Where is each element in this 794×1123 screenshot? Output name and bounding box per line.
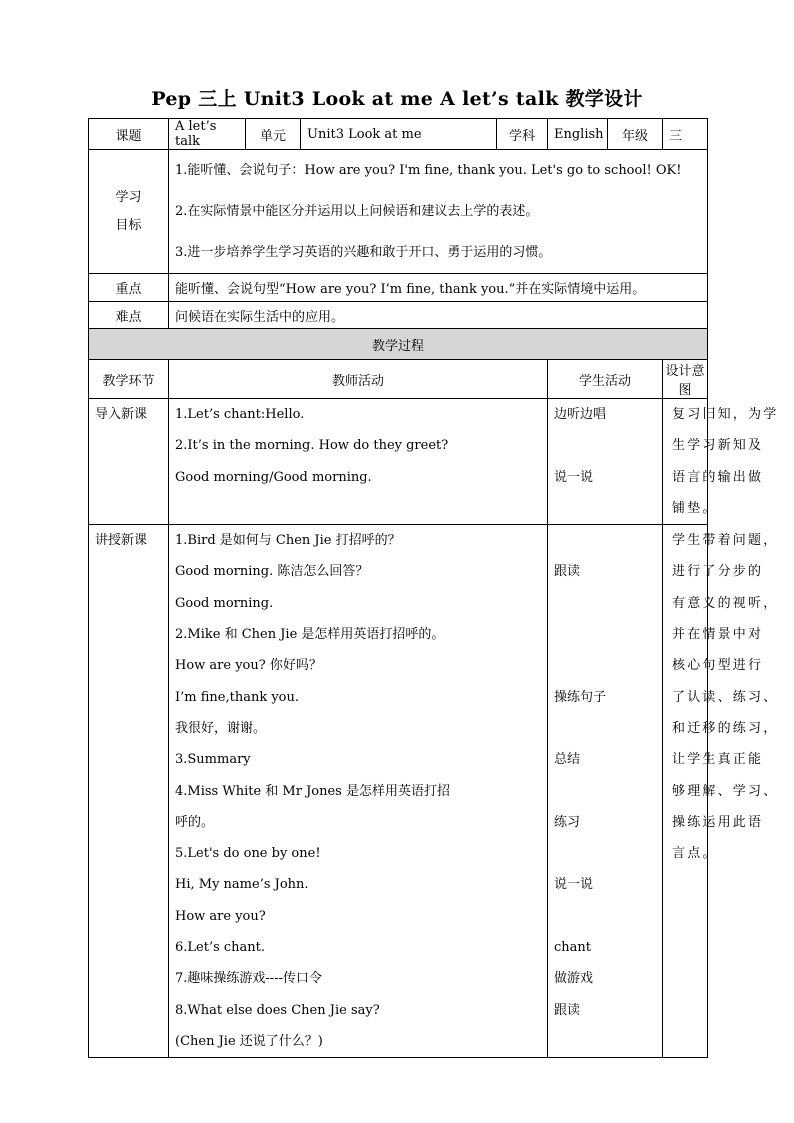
goal-item: 1.能听懂、会说句子：How are you? I'm fine, thank you. Let's go to school! OK!	[175, 163, 682, 178]
student-line: 总结	[554, 752, 581, 768]
purpose-line: 让学生真正能	[672, 752, 764, 768]
goals-content	[169, 150, 708, 274]
teacher-line: 2.Mike 和 Chen Jie 是怎样用英语打招呼的。	[175, 627, 445, 643]
teacher-line: 6.Let’s chant.	[175, 940, 266, 956]
teacher-line: 8.What else does Chen Jie say?	[175, 1002, 380, 1018]
student-line	[548, 713, 662, 744]
purpose-line: 并在情景中对	[672, 627, 764, 643]
subject-value: English	[548, 119, 608, 150]
student-line	[548, 430, 662, 461]
lesson-plan-table	[88, 118, 779, 1058]
teacher-line: 我很好，谢谢。	[175, 720, 267, 736]
unit-label: 单元	[246, 119, 301, 150]
student-line: 跟读	[554, 564, 581, 580]
process-title-row	[89, 329, 708, 360]
student-line	[548, 525, 662, 556]
teacher-line: I’m fine,thank you.	[175, 689, 300, 705]
teacher-line: How are you? 你好吗？	[175, 658, 322, 674]
teacher-line: 3.Summary	[175, 752, 251, 768]
student-line	[548, 588, 662, 619]
student-line: 边听边唱	[554, 407, 607, 422]
student-line	[548, 901, 662, 932]
purpose-line: 生学习新知及	[672, 438, 764, 454]
student-activity-new	[548, 525, 663, 1058]
teacher-line: 2.It’s in the morning. How do they greet?	[175, 438, 449, 454]
section-new-row	[89, 525, 708, 1058]
teacher-line: (Chen Jie 还说了什么？)	[175, 1033, 323, 1049]
student-line	[548, 619, 662, 650]
goal-item: 3.进一步培养学生学习英语的兴趣和敢于开口、勇于运用的习惯。	[175, 245, 552, 260]
student-line	[548, 776, 662, 807]
teacher-line: Hi, My name’s John.	[175, 877, 309, 893]
column-header-row	[89, 360, 708, 399]
stage-new: 讲授新课	[89, 525, 169, 1058]
process-title: 教学过程	[89, 329, 708, 360]
purpose-line: 学生带着问题，	[672, 533, 779, 549]
teacher-line: 5.Let's do one by one!	[175, 846, 321, 862]
purpose-line: 复习旧知，为学	[672, 407, 779, 422]
purpose-line: 有意义的视听，	[672, 595, 779, 611]
difficulty-text: 问候语在实际生活中的应用。	[169, 302, 708, 329]
teacher-line: Good morning.	[175, 595, 274, 611]
purpose-intro	[663, 399, 779, 525]
grade-value: 三	[663, 119, 708, 150]
teacher-activity-intro	[169, 399, 548, 525]
student-activity-intro	[548, 399, 663, 525]
teacher-line: 1.Bird 是如何与 Chen Jie 打招呼的？	[175, 533, 401, 549]
key-point-row	[89, 274, 708, 302]
goals-row	[89, 150, 708, 274]
col-purpose: 设计意图	[663, 360, 708, 399]
student-line: 说一说	[554, 469, 594, 485]
stage-intro: 导入新课	[89, 399, 169, 525]
teacher-line: 呼的。	[175, 814, 215, 830]
subject-label: 学科	[497, 119, 548, 150]
student-line: chant	[554, 940, 592, 956]
teacher-activity-new	[169, 525, 548, 1058]
purpose-line: 言点。	[672, 846, 718, 862]
purpose-line: 核心句型进行	[672, 658, 764, 674]
page-title: Pep 三上 Unit3 Look at me A let’s talk 教学设计	[151, 88, 643, 110]
teacher-line: 4.Miss White 和 Mr Jones 是怎样用英语打招	[175, 783, 450, 799]
student-line	[548, 650, 662, 681]
student-line: 跟读	[554, 1002, 581, 1018]
student-line	[548, 1026, 662, 1057]
teacher-line: Good morning. 陈洁怎么回答？	[175, 564, 369, 580]
purpose-new	[663, 525, 779, 1058]
topic-label: 课题	[89, 119, 169, 150]
teacher-line: 1.Let’s chant:Hello.	[175, 407, 305, 422]
student-line	[548, 838, 662, 869]
key-point-label: 重点	[89, 274, 169, 302]
col-stage: 教学环节	[89, 360, 169, 399]
section-intro-row	[89, 399, 708, 525]
purpose-line: 进行了分步的	[672, 564, 764, 580]
student-line: 练习	[554, 814, 581, 830]
col-student: 学生活动	[548, 360, 663, 399]
key-point-text: 能听懂、会说句型“How are you? I’m fine, thank you.”并在实际情境中运用。	[169, 274, 708, 302]
purpose-line: 语言的输出做	[672, 469, 764, 485]
goal-item: 2.在实际情景中能区分并运用以上问候语和建议去上学的表述。	[175, 204, 539, 219]
unit-value: Unit3 Look at me	[301, 119, 497, 150]
purpose-line: 够理解、学习、	[672, 783, 779, 799]
header-row	[89, 119, 708, 150]
student-line: 说一说	[554, 877, 594, 893]
difficulty-label: 难点	[89, 302, 169, 329]
topic-value: A let’s talk	[169, 119, 246, 150]
col-teacher: 教师活动	[169, 360, 548, 399]
grade-label: 年级	[608, 119, 663, 150]
purpose-line: 铺垫。	[672, 500, 718, 516]
student-line: 做游戏	[554, 971, 594, 987]
purpose-line: 操练运用此语	[672, 814, 764, 830]
purpose-line: 和迁移的练习，	[672, 720, 779, 736]
purpose-line: 了认读、练习、	[672, 689, 779, 705]
teacher-line: Good morning/Good morning.	[175, 469, 372, 485]
difficulty-row	[89, 302, 708, 329]
teacher-line: 7.趣味操练游戏----传口令	[175, 971, 322, 987]
goals-label: 学习 目标	[89, 150, 169, 274]
teacher-line: How are you?	[175, 908, 266, 924]
student-line: 操练句子	[554, 689, 607, 705]
